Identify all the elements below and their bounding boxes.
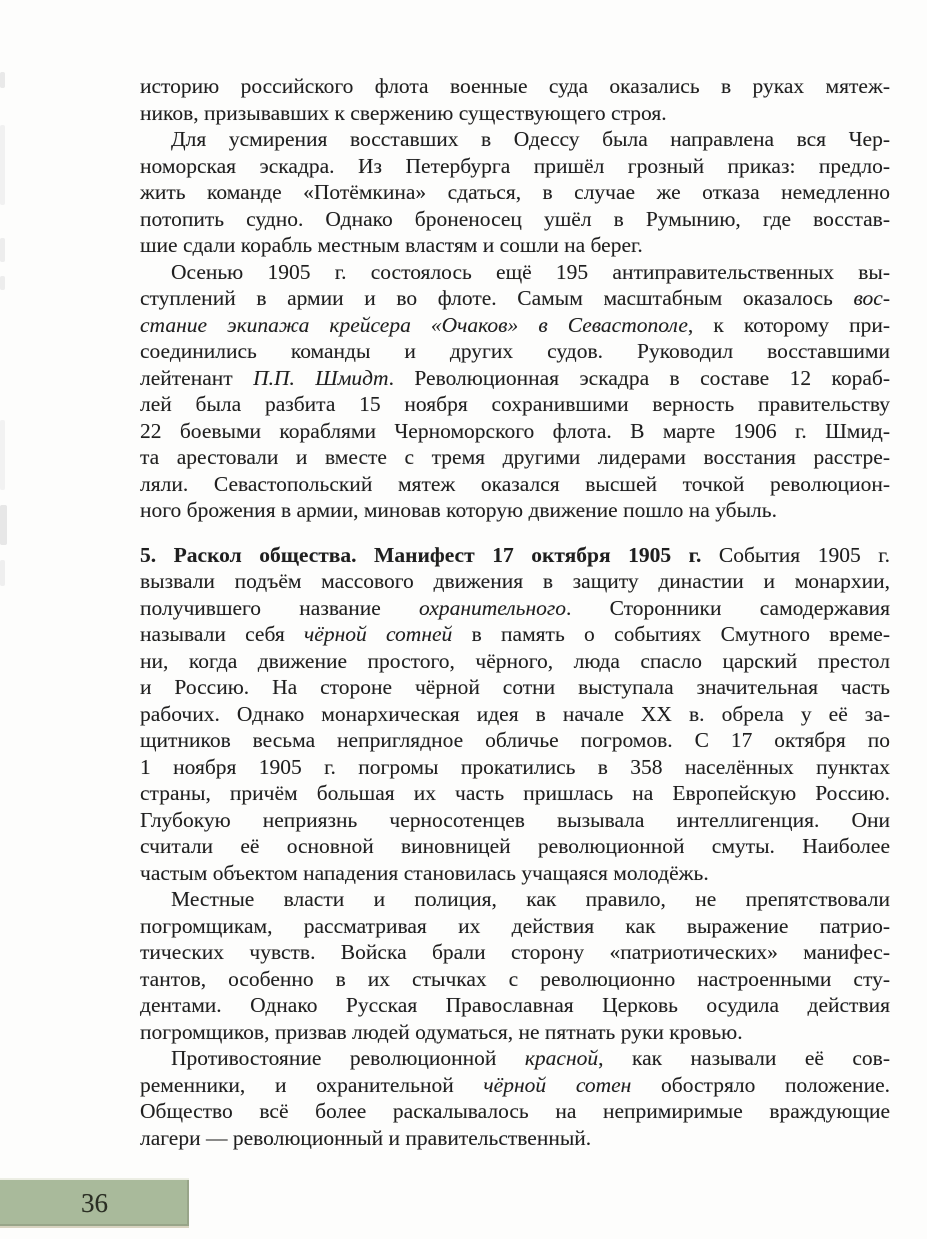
scan-artifact: [0, 505, 7, 545]
page-text: [140, 73, 890, 1151]
scan-artifact: [0, 276, 5, 290]
text-line: [140, 701, 890, 728]
body-text: , к которому при-: [687, 312, 890, 337]
text-line: [140, 259, 890, 286]
body-text: получившего название: [140, 595, 419, 620]
text-line: [140, 179, 890, 206]
body-text: Противостояние революционной: [171, 1046, 525, 1070]
body-text: тантов, особенно в их стычках с революционно настроенными сту-: [140, 966, 890, 991]
emphasis-text: красной: [524, 1046, 599, 1070]
body-text: Для усмирения восставших в Одессу была направлена вся Чер-: [171, 127, 890, 151]
body-text: ременники, и охранительной: [140, 1072, 484, 1097]
emphasis-text: вос-: [853, 286, 890, 310]
body-text: шие сдали корабль местным властям и сошли на берег.: [140, 233, 643, 257]
body-text: Общество всё более раскалывалось на непримиримые враждующие: [140, 1099, 890, 1123]
text-line: [140, 886, 890, 913]
body-text: считали её основной виновницей революционной смуты. Наиболее: [140, 834, 890, 858]
body-text: ников, призывавших к свержению существующего строя.: [140, 100, 667, 125]
text-line: [140, 444, 890, 471]
text-line: [140, 807, 890, 834]
section-heading-text: 5. Раскол общества. Манифест 17 октября 1905 г.: [140, 542, 702, 567]
body-text: Осенью 1905 г. состоялось ещё 195 антиправительственных вы-: [171, 259, 890, 284]
scan-artifact: [0, 125, 5, 205]
text-line: [140, 471, 890, 498]
text-line: [140, 365, 890, 392]
body-text: тических чувств. Войска брали сторону «патриотических» манифес-: [140, 940, 890, 964]
body-text: номорская эскадра. Из Петербурга пришёл грозный приказ: предло-: [140, 153, 890, 178]
body-text: потопить судно. Однако броненосец ушёл в Румынию, где восстав-: [140, 206, 890, 231]
body-text: 22 боевыми кораблями Черноморского флота. В марте 1906 г. Шмид-: [140, 418, 890, 443]
body-text: Глубокую неприязнь черносотенцев вызывала интеллигенция. Они: [140, 807, 890, 832]
text-line: [140, 648, 890, 675]
emphasis-text: чёрной сотен: [483, 1072, 632, 1097]
text-line: [140, 542, 890, 569]
body-text: дентами. Однако Русская Православная Церковь осудила действия: [140, 993, 890, 1017]
text-line: [140, 992, 890, 1019]
text-line: [140, 285, 890, 312]
text-line: [140, 153, 890, 180]
paragraph: [140, 73, 890, 126]
body-text: жить команде «Потёмкина» сдаться, в случае же отказа немедленно: [140, 180, 890, 204]
text-line: [140, 312, 890, 339]
body-text: ляли. Севастопольский мятеж оказался высшей точкой революцион-: [140, 471, 890, 496]
text-line: [140, 754, 890, 781]
text-line: [140, 727, 890, 754]
body-text: страны, причём большая их часть пришлась на Европейскую Россию.: [140, 781, 890, 805]
body-text: . Революционная эскадра в составе 12 кораб-: [388, 365, 891, 390]
scan-artifact: [0, 238, 5, 262]
paragraph: [140, 259, 890, 524]
page-number: 36: [81, 1187, 108, 1218]
body-text: Местные власти и полиция, как правило, не препятствовали: [171, 887, 890, 911]
body-text: частым объектом нападения становилась учащаяся молодёжь.: [140, 860, 709, 885]
text-line: [140, 966, 890, 993]
text-line: [140, 338, 890, 365]
body-text: щитников весьма неприглядное обличье погромов. С 17 октября по: [140, 728, 890, 752]
text-line: [140, 497, 890, 524]
body-text: соединились команды и других судов. Руководил восставшими: [140, 339, 890, 363]
page-number-box: [0, 1178, 189, 1226]
body-text: называли себя: [140, 622, 305, 646]
scan-artifact: [0, 72, 5, 88]
body-text: лей была разбита 15 ноября сохранившими верность правительству: [140, 392, 890, 416]
paragraph: [140, 542, 890, 887]
text-line: [140, 418, 890, 445]
body-text: и Россию. На стороне чёрной сотни выступала значительная часть: [140, 675, 890, 699]
text-line: [140, 126, 890, 153]
text-line: [140, 913, 890, 940]
text-line: [140, 1019, 890, 1046]
text-line: [140, 860, 890, 887]
text-line: [140, 73, 890, 100]
text-line: [140, 568, 890, 595]
scan-artifact: [0, 420, 5, 490]
body-text: ни, когда движение простого, чёрного, люда спасло царский престол: [140, 648, 890, 673]
scan-artifact: [0, 560, 5, 586]
body-text: , как называли её сов-: [598, 1046, 890, 1070]
emphasis-text: П.П. Шмидт: [253, 365, 389, 390]
text-line: [140, 1098, 890, 1125]
body-text: погромщикам, рассматривая их действия как выражение патрио-: [140, 913, 890, 938]
paragraph: [140, 886, 890, 1045]
body-text: погромщиков, призвав людей одуматься, не пятнать руки кровью.: [140, 1019, 743, 1044]
text-line: [140, 1045, 890, 1072]
text-line: [140, 391, 890, 418]
body-text: . Сторонники самодержавия: [566, 595, 890, 620]
body-text: ного брожения в армии, миновав которую движение пошло на убыль.: [140, 498, 777, 522]
body-text: вызвали подъём массового движения в защиту династии и монархии,: [140, 569, 890, 593]
text-line: [140, 621, 890, 648]
emphasis-text: чёрной сотней: [304, 622, 453, 646]
text-line: [140, 206, 890, 233]
text-line: [140, 100, 890, 127]
text-line: [140, 780, 890, 807]
body-text: обостряло положение.: [631, 1072, 890, 1097]
text-line: [140, 939, 890, 966]
body-text: лагери — революционный и правительственный.: [140, 1125, 592, 1150]
body-text: ступлений в армии и во флоте. Самым масштабным оказалось: [140, 286, 854, 310]
body-text: События 1905 г.: [701, 542, 890, 567]
text-line: [140, 1125, 890, 1152]
body-text: 1 ноября 1905 г. погромы прокатились в 358 населённых пунктах: [140, 754, 890, 779]
body-text: в память о событиях Смутного време-: [452, 622, 891, 646]
body-text: лейтенант: [140, 365, 254, 390]
emphasis-text: охранительного: [419, 595, 567, 620]
paragraph: [140, 126, 890, 259]
text-line: [140, 833, 890, 860]
text-line: [140, 1072, 890, 1099]
text-line: [140, 595, 890, 622]
body-text: та арестовали и вместе с тремя другими лидерами восстания расстре-: [140, 445, 890, 469]
body-text: рабочих. Однако монархическая идея в начале XX в. обрела у её за-: [140, 701, 890, 726]
text-line: [140, 232, 890, 259]
body-text: историю российского флота военные суда оказались в руках мятеж-: [140, 74, 890, 98]
paragraph: [140, 1045, 890, 1151]
emphasis-text: стание экипажа крейсера «Очаков» в Севастополе: [140, 312, 688, 337]
text-line: [140, 674, 890, 701]
